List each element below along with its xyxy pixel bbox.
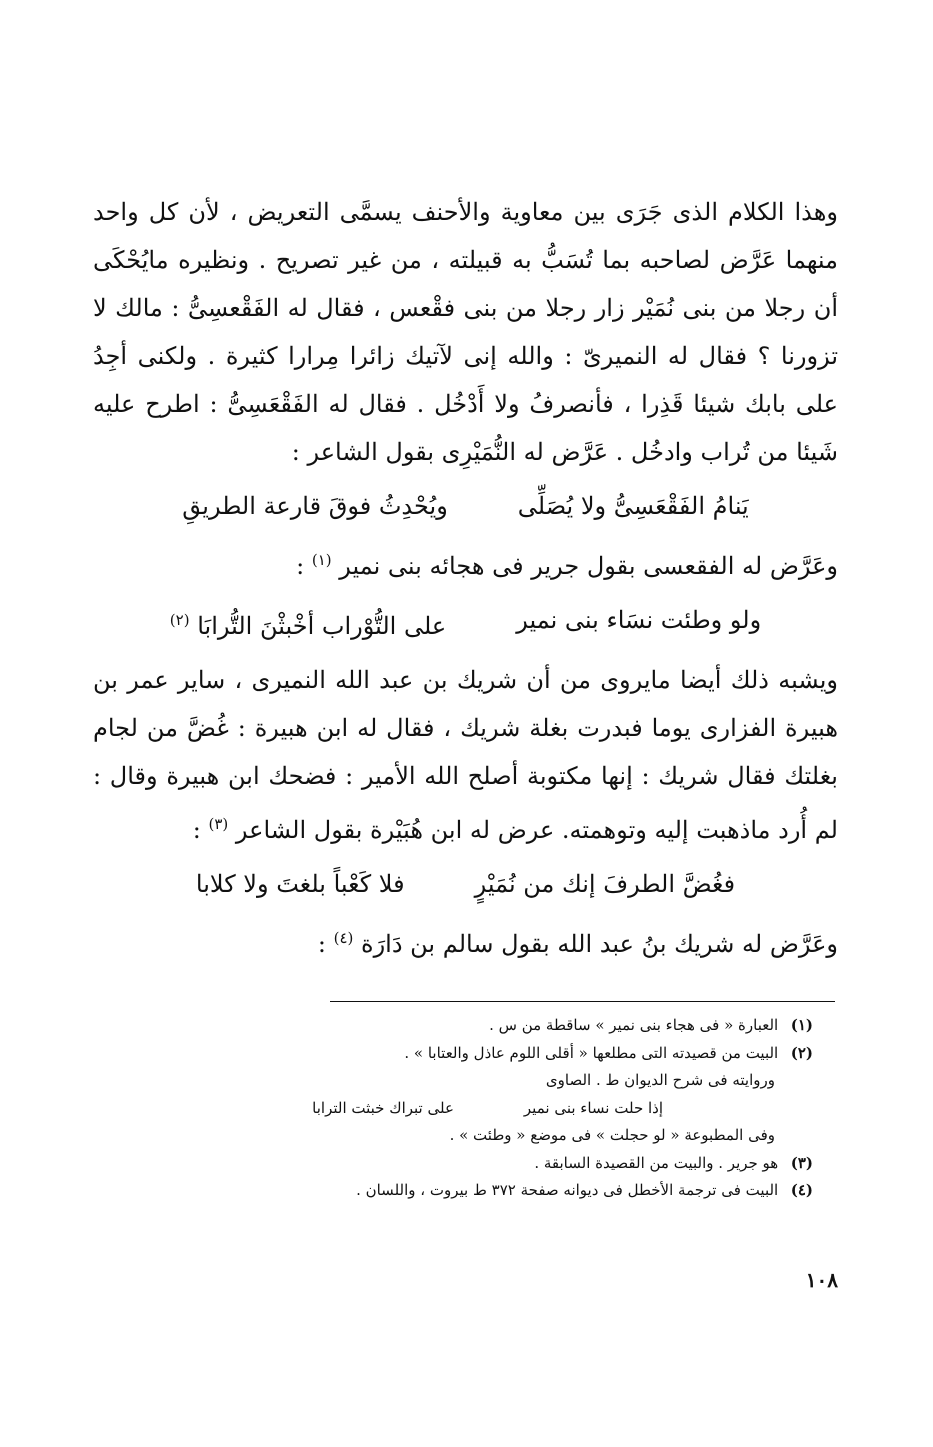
footnote-2-text: البيت من قصيدته التى مطلعها « أقلى اللوم عاذل والعتابا » . [404, 1043, 779, 1062]
main-text [93, 188, 838, 968]
paragraph-1 [93, 188, 838, 476]
footnote-4-number: (٤) [790, 1181, 813, 1199]
footnote-2-verse-first: إذا حلت نساء بنى نمير [523, 1098, 663, 1117]
verse-3 [93, 860, 838, 908]
paragraph-3-text: ويشبه ذلك أيضا مايروى من أن شريك بن عبد الله النميرى ، ساير عمر بن هبيرة الفزارى يوما فبدرت بغلة شريك ، فقال له ابن هبيرة : غُضَّ من لجام بغلتك فقال شريك : إنها مكتوبة أصلح الله الأمير : فضحك ابن هبيرة وقال : لم أُرد ماذهبت إليه وتوهمته. عرض له ابن هُبَيْرة بقول الشاعر [93, 666, 838, 844]
paragraph-2-text: وعَرَّض له الفقعسى بقول جرير فى هجائه بنى نمير [339, 552, 838, 580]
paragraph-2 [93, 536, 838, 590]
footnote-2-number: (٢) [790, 1043, 813, 1062]
verse-2-second-text: على التُّوْراب أخْبثْنَ التُّرابَا [197, 612, 447, 640]
footnote-4-text: البيت فى ترجمة الأخطل فى ديوانه صفحة ٣٧٢ ط بيروت ، واللسان . [356, 1181, 779, 1199]
footnote-2-continuation-2: وفى المطبوعة « لو حجلت » فى موضع « وطئت » . [449, 1126, 775, 1144]
verse-1-second-hemistich: ويُحْدِثُ فوقَ قارعة الطريقِ [182, 492, 448, 520]
footnote-1 [253, 1012, 813, 1040]
footnote-ref-3: (٣) [208, 815, 229, 833]
footnotes [253, 1012, 813, 1205]
footnote-ref-4: (٤) [333, 929, 354, 947]
verse-2-second-hemistich [170, 596, 446, 650]
footnote-ref-1: (١) [311, 551, 332, 569]
footnote-3-number: (٣) [790, 1153, 813, 1172]
paragraph-4-colon: : [317, 930, 326, 958]
footnote-ref-2: (٢) [169, 611, 190, 629]
verse-2 [93, 596, 838, 650]
paragraph-1-text: وهذا الكلام الذى جَرَى بين معاوية والأحنف يسمَّى التعريض ، لأن كل واحد منهما عَرَّض لصاحبه بما تُسَبُّ به قبيلته ، من غير تصريح . ونظيره مايُحْكَى أن رجلا من بنى نُمَيْر زار رجلا من بنى فقْعس ، فقال له الفَقْعسِىُّ : مالك لا تزورنا ؟ فقال له النميرىّ : والله إنى لآتيك زائرا مِرارا كثيرة . ولكنى أجِدُ على بابك شيئا قَذِرا ، فأنصرفُ ولا أَدْخُل . فقال له الفَقْعَسِىُّ : اطرح عليه شَيئا من تُراب وادخُل . عَرَّض له النُّمَيْرِى بقول الشاعر : [93, 198, 838, 466]
footnote-2-continuation-1: وروايته فى شرح الديوان ط . الصاوى [545, 1071, 775, 1089]
paragraph-4 [93, 914, 838, 968]
paragraph-4-text: وعَرَّض له شريك بنُ عبد الله بقول سالم بن دَارَة [361, 930, 838, 958]
footnote-1-number: (١) [790, 1016, 813, 1034]
paragraph-3 [93, 656, 838, 854]
verse-1 [93, 482, 838, 530]
verse-2-first-hemistich: ولو وطئت نسَاء بنى نمير [516, 606, 762, 634]
verse-3-first-hemistich: فغُضَّ الطرفَ إنك من نُمَيْرٍ [474, 870, 736, 898]
footnote-3-text: هو جرير . والبيت من القصيدة السابقة . [534, 1153, 779, 1172]
footnote-2 [253, 1040, 813, 1068]
footnote-4 [253, 1177, 813, 1205]
footnote-1-text: العبارة « فى هجاء بنى نمير » ساقطة من س . [489, 1016, 779, 1034]
page-number: ١٠٨ [805, 1268, 838, 1292]
paragraph-2-colon: : [296, 552, 305, 580]
footnote-3 [253, 1150, 813, 1178]
footnote-2-verse-second: على تبراك خبثت الترابا [312, 1098, 454, 1117]
footnote-2-verse [253, 1095, 813, 1123]
verse-3-second-hemistich: فلا كَعْباً بلغتَ ولا كلابا [195, 870, 405, 898]
footnote-divider [330, 1001, 835, 1002]
paragraph-3-colon: : [192, 816, 201, 844]
verse-1-first-hemistich: يَنامُ الفَقْعَسِىُّ ولا يُصَلِّى [517, 492, 749, 520]
